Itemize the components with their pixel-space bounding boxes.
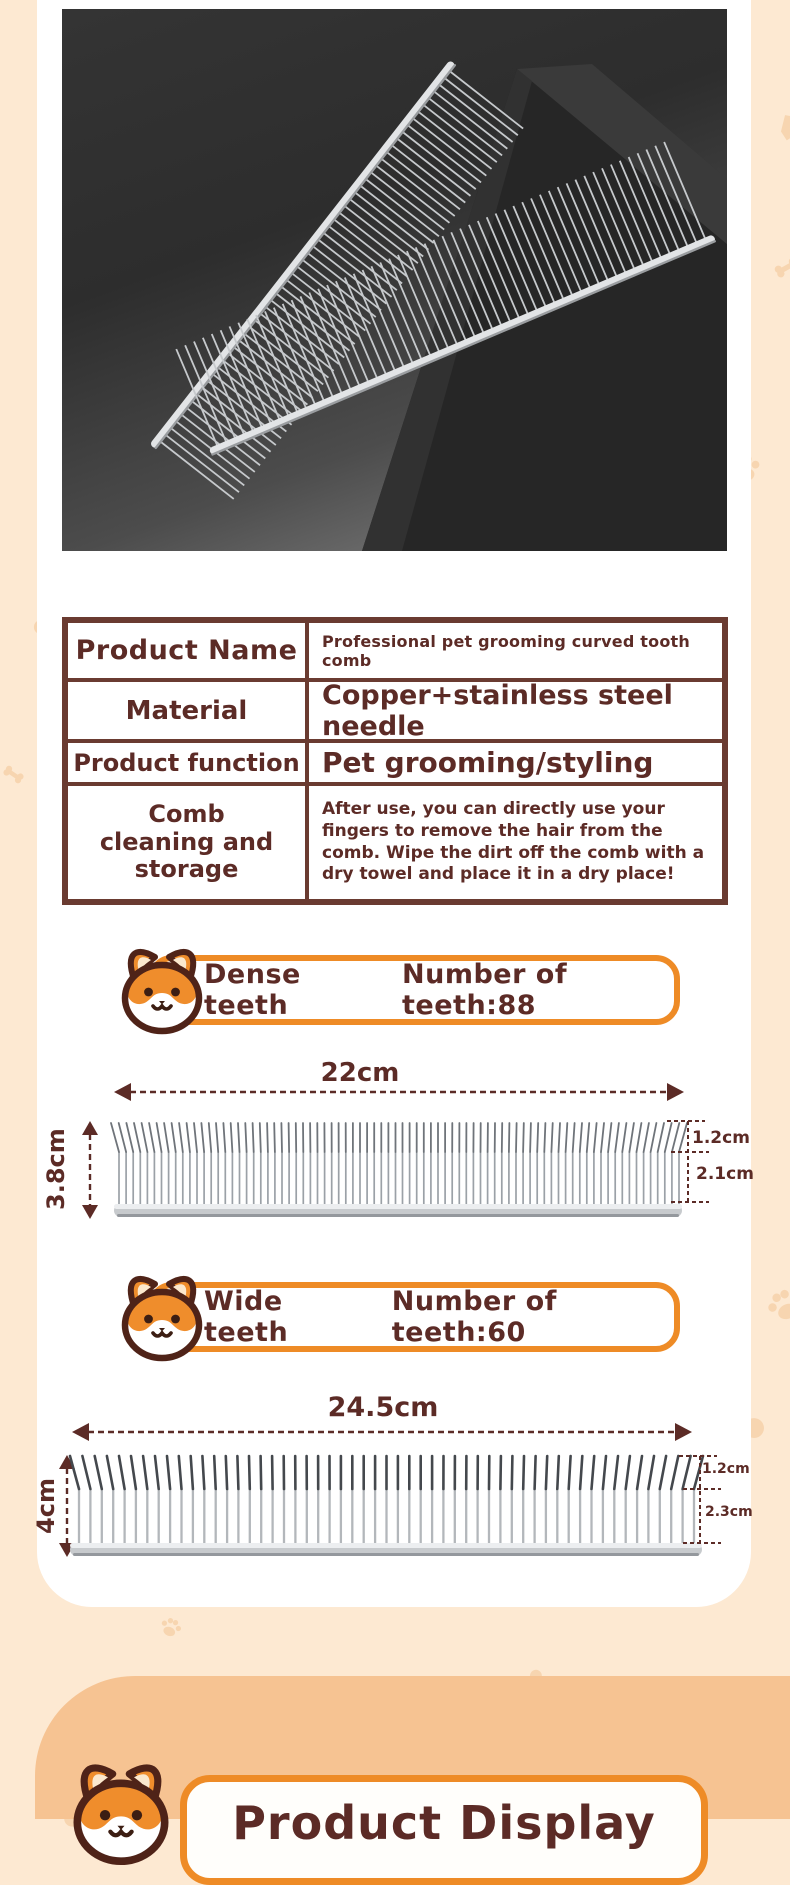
dense-tip-label: 1.2cm bbox=[692, 1128, 750, 1148]
cat-face-icon bbox=[62, 1755, 180, 1873]
product-photo bbox=[62, 9, 727, 551]
wide-width-label: 24.5cm bbox=[327, 1392, 439, 1423]
wide-tip-label: 1.2cm bbox=[702, 1461, 750, 1477]
spec-label: Comb cleaning and storage bbox=[66, 784, 307, 901]
product-display-title: Product Display bbox=[232, 1796, 656, 1850]
spec-label: Product Name bbox=[66, 621, 307, 680]
wide-height-label: 4cm bbox=[32, 1478, 60, 1534]
dense-teeth-badge bbox=[148, 955, 680, 1025]
spec-label: Material bbox=[66, 680, 307, 741]
dense-width-label: 22cm bbox=[320, 1058, 400, 1088]
wide-shaft-label: 2.3cm bbox=[705, 1504, 753, 1520]
spec-value: After use, you can directly use your fingers to remove the hair from the comb. Wipe the dirt off the comb with a dry towel and place it in a dry place! bbox=[307, 784, 724, 901]
spec-label: Product function bbox=[66, 741, 307, 784]
wide-teeth-title: Wide teeth bbox=[204, 1286, 289, 1348]
spec-value: Pet grooming/styling bbox=[307, 741, 724, 784]
spec-table bbox=[62, 617, 728, 905]
dense-height-label: 3.8cm bbox=[42, 1128, 70, 1210]
spec-value: Professional pet grooming curved tooth comb bbox=[307, 621, 724, 680]
wide-teeth-badge bbox=[148, 1282, 680, 1352]
dense-teeth-count: Number of teeth:88 bbox=[402, 959, 568, 1021]
spec-value: Copper+stainless steel needle bbox=[307, 680, 724, 741]
cat-face-icon bbox=[112, 941, 212, 1041]
cat-face-icon bbox=[112, 1268, 212, 1368]
dense-shaft-label: 2.1cm bbox=[696, 1164, 754, 1184]
dense-teeth-title: Dense teeth bbox=[204, 959, 301, 1021]
product-display-badge bbox=[180, 1775, 708, 1885]
wide-teeth-count: Number of teeth:60 bbox=[391, 1286, 557, 1348]
